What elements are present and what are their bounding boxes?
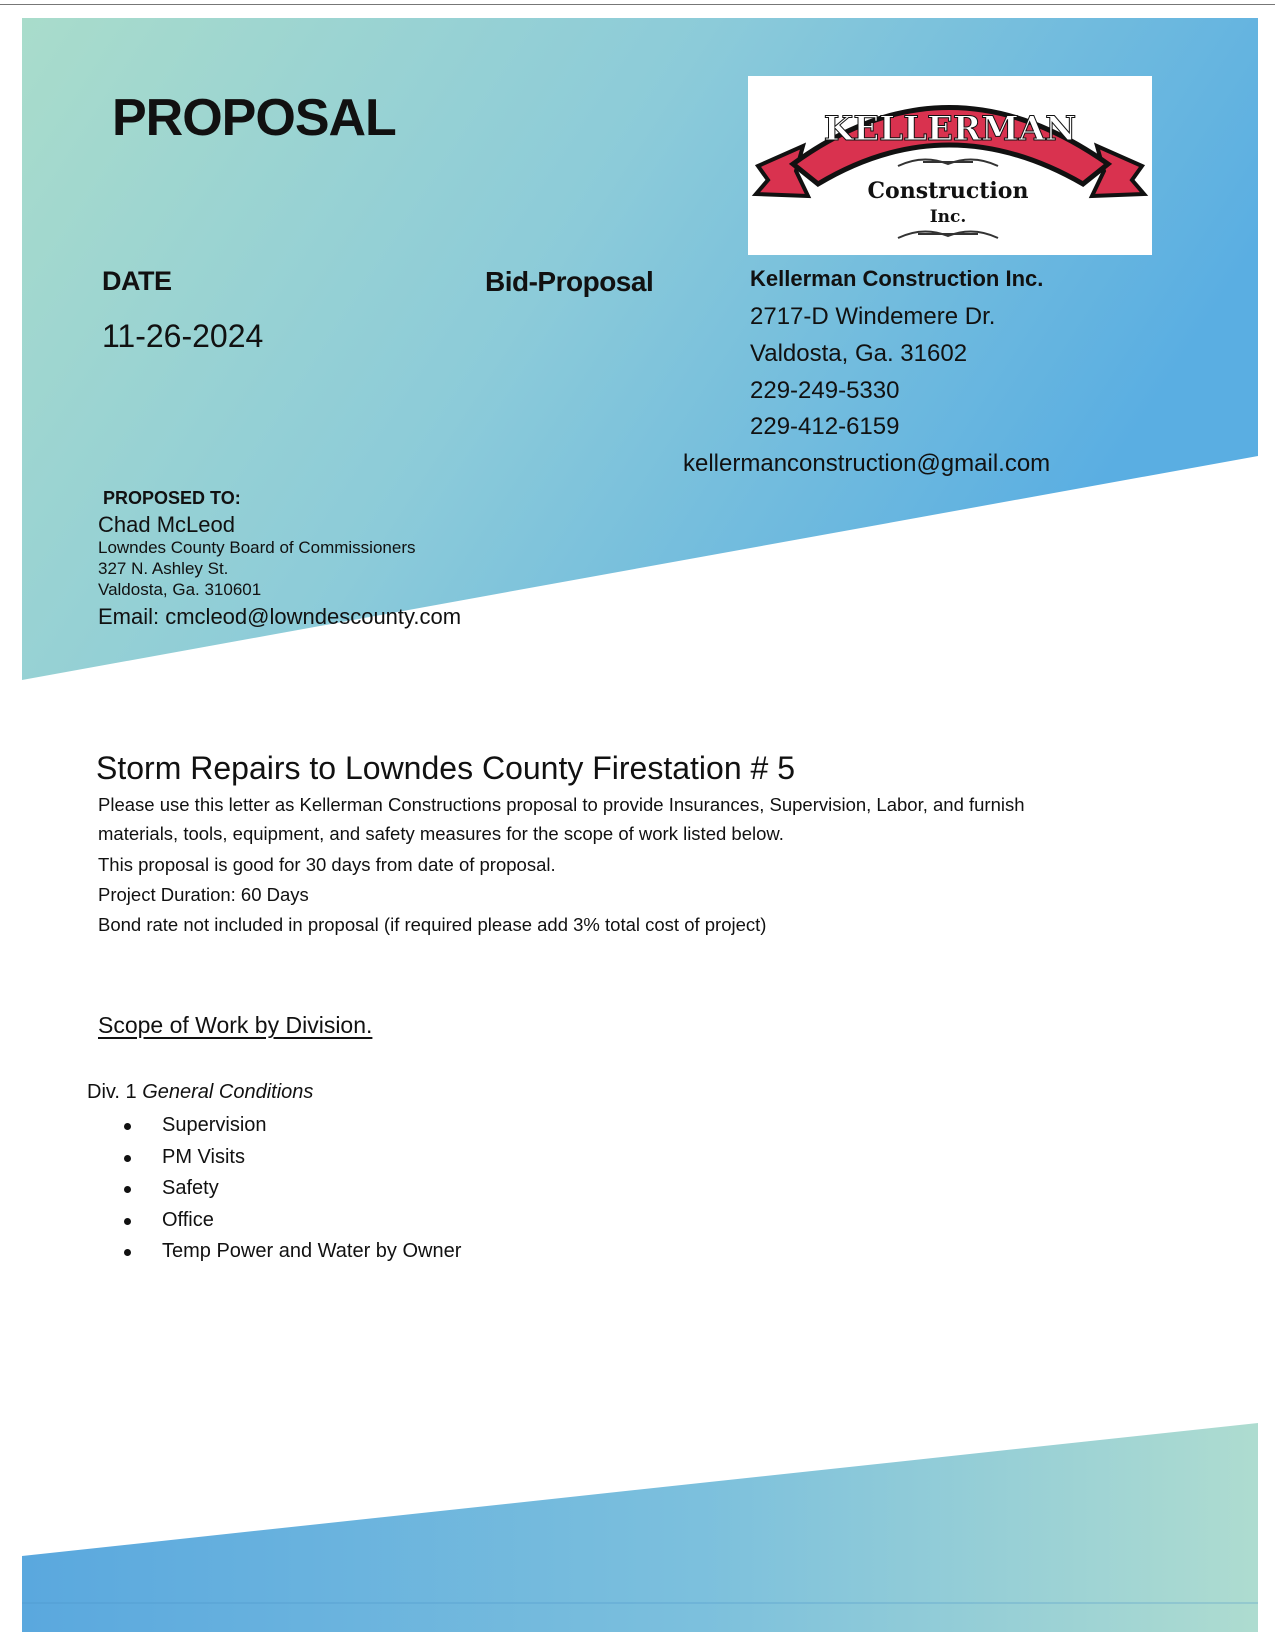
list-item: PM Visits [120, 1142, 461, 1174]
scope-heading: Scope of Work by Division. [98, 1012, 373, 1038]
validity-line: This proposal is good for 30 days from date of proposal. [98, 854, 556, 875]
company-address-line2: Valdosta, Ga. 31602 [750, 340, 968, 367]
company-name: Kellerman Construction Inc. [750, 266, 1044, 291]
division-number: Div. 1 [87, 1081, 137, 1103]
division-name: General Conditions [142, 1081, 314, 1103]
footer-band [22, 1423, 1258, 1632]
recipient-city: Valdosta, Ga. 310601 [98, 580, 262, 599]
company-phone1: 229-249-5330 [750, 377, 900, 404]
company-email: kellermanconstruction@gmail.com [683, 450, 1051, 477]
company-phone2: 229-412-6159 [750, 413, 900, 440]
recipient-name: Chad McLeod [98, 512, 235, 537]
document-title: PROPOSAL [112, 89, 396, 147]
ornament-bottom [898, 231, 998, 238]
division-heading [87, 1081, 313, 1104]
logo-line2: Inc. [929, 207, 967, 227]
recipient-street: 327 N. Ashley St. [98, 559, 229, 578]
intro-line: Please use this letter as Kellerman Constructions proposal to provide Insurances, Supervision, Labor, and furnish [98, 794, 1025, 815]
logo-banner-text: KELLERMAN [823, 109, 1077, 149]
company-address-line1: 2717-D Windemere Dr. [750, 303, 996, 330]
proposed-to-label: PROPOSED TO: [103, 488, 241, 508]
date-value: 11-26-2024 [102, 318, 264, 354]
list-item: Office [120, 1205, 461, 1237]
project-title: Storm Repairs to Lowndes County Firestation # 5 [96, 750, 795, 786]
logo-line1: Construction [867, 178, 1029, 204]
bid-proposal-label: Bid-Proposal [485, 266, 654, 297]
duration-line: Project Duration: 60 Days [98, 884, 309, 905]
recipient-email: Email: cmcleod@lowndescounty.com [98, 604, 462, 629]
list-item: Temp Power and Water by Owner [120, 1236, 461, 1268]
bond-line: Bond rate not included in proposal (if required please add 3% total cost of project) [98, 914, 767, 935]
ornament-top [898, 159, 998, 166]
intro-line: materials, tools, equipment, and safety measures for the scope of work listed below. [98, 823, 784, 844]
company-logo [748, 76, 1152, 255]
scope-item-list [120, 1110, 461, 1268]
list-item: Supervision [120, 1110, 461, 1142]
date-label: DATE [102, 266, 172, 296]
recipient-org: Lowndes County Board of Commissioners [98, 538, 416, 557]
list-item: Safety [120, 1173, 461, 1205]
